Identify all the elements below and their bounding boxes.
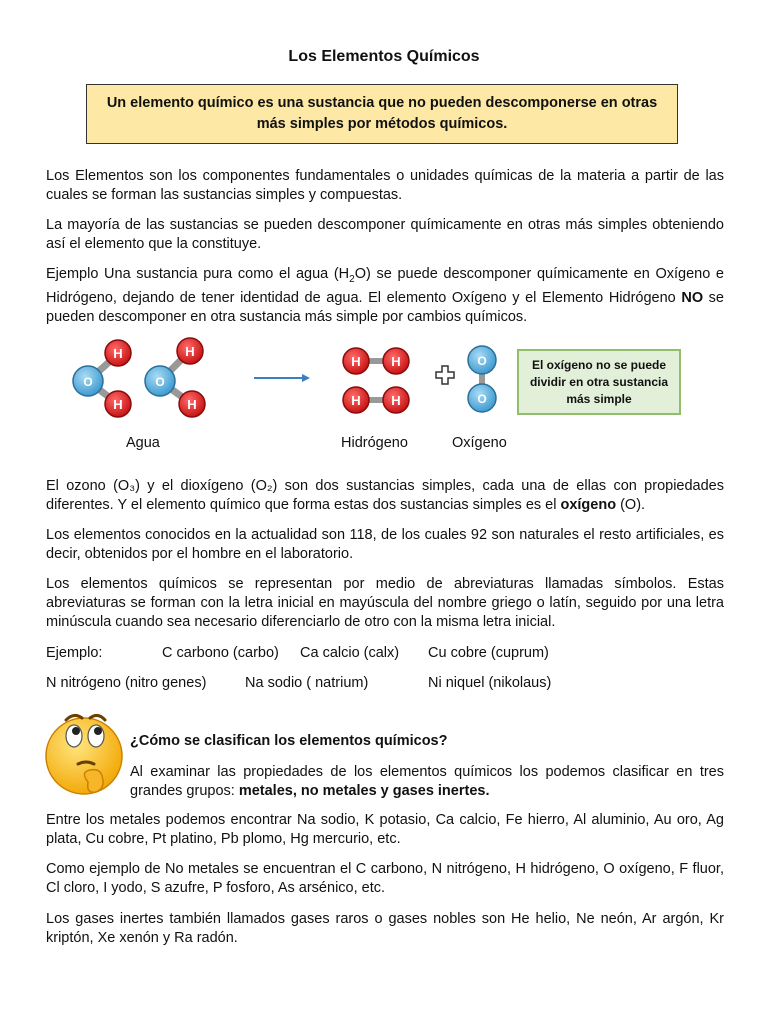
svg-text:O: O [477, 354, 487, 368]
svg-text:H: H [391, 354, 401, 369]
p7-bold: metales, no metales y gases inertes. [238, 783, 490, 799]
svg-text:H: H [187, 397, 197, 412]
svg-text:O: O [477, 392, 487, 406]
paragraph-9: Como ejemplo de No metales se encuentran el C carbono, N nitrógeno, H hidrógeno, O oxígeno, F fluor, Cl cloro, I yodo, S azufre, P fosforo, As arsénico, etc. [46, 861, 724, 896]
paragraph-1: Los Elementos son los componentes fundamentales o unidades químicas de la materia a partir de las cuales se forman las sustancias simples y compuestas. [46, 168, 724, 203]
examples-label: Ejemplo: [46, 645, 103, 661]
paragraph-3 [46, 265, 724, 327]
svg-text:H: H [351, 393, 361, 408]
reaction-arrow [254, 374, 310, 382]
p4-a: El ozono (O₃) y el dioxígeno (O₂) son dos sustancias simples, cada una de ellas con propiedades diferentes. Y el elemento químico que forma estas dos sustancias simples es el [46, 478, 724, 513]
paragraph-2: La mayoría de las sustancias se pueden descomponer químicamente en otras más simples obteniendo así el elemento que la constituye. [46, 217, 724, 252]
example-item: Ni niquel (nikolaus) [428, 675, 552, 691]
p3-a: Ejemplo Una sustancia pura como el agua (H [46, 266, 350, 282]
svg-text:H: H [113, 397, 123, 412]
thinking-emoji-icon [40, 700, 130, 802]
label-oxygen: Oxígeno [452, 435, 507, 451]
definition-box [86, 84, 678, 144]
svg-text:H: H [185, 344, 195, 359]
paragraph-10: Los gases inertes también llamados gases raros o gases nobles son He helio, Ne neón, Ar argón, Kr kriptón, Xe xenón y Ra radón. [46, 911, 724, 946]
svg-text:H: H [391, 393, 401, 408]
example-item: Na sodio ( natrium) [245, 675, 369, 691]
p4-bold: oxígeno [560, 497, 617, 513]
oxygen-note [517, 349, 681, 415]
paragraph-7 [130, 763, 724, 801]
definition-text: Un elemento químico es una sustancia que no pueden descomponerse en otras más simples por métodos químicos. [106, 95, 658, 132]
svg-text:H: H [351, 354, 361, 369]
svg-text:H: H [113, 346, 123, 361]
water-molecule-2 [145, 338, 205, 417]
paragraph-5: Los elementos conocidos en la actualidad son 118, de los cuales 92 son naturales el resto artificiales, es decir, obtenidos por el hombre en el laboratorio. [46, 527, 724, 562]
plus-icon [436, 366, 454, 384]
p3-c: se pueden descomponer en otra sustancia más simple por cambios químicos. [46, 289, 725, 325]
p3-b: O) se puede descomponer químicamente en Oxígeno e Hidrógeno, dejando de tener identidad de agua. El elemento Oxígeno y el Elemento Hidrógeno [46, 266, 724, 306]
p3-sub: 2 [349, 273, 355, 285]
hydrogen-molecules [343, 348, 409, 413]
example-item: Ca calcio (calx) [300, 645, 400, 661]
oxygen-note-text: El oxígeno no se puede dividir en otra sustancia más simple [529, 357, 669, 406]
example-item: Cu cobre (cuprum) [428, 645, 549, 661]
section-question: ¿Cómo se clasifican los elementos químicos? [130, 733, 448, 749]
label-water: Agua [126, 435, 160, 451]
oxygen-molecule [468, 346, 496, 412]
water-molecule-1 [73, 340, 131, 417]
paragraph-6: Los elementos químicos se representan por medio de abreviaturas llamadas símbolos. Estas abreviaturas se forman con la letra inicial en mayúscula del nombre griego o latín, seguido por una letra minúscula cuando sea necesario diferenciarlo de otro con la misma letra inicial. [46, 576, 724, 630]
p4-end: (O). [616, 497, 646, 513]
example-item: N nitrógeno (nitro genes) [46, 675, 207, 691]
page-title: Los Elementos Químicos [288, 48, 480, 65]
paragraph-8: Entre los metales podemos encontrar Na sodio, K potasio, Ca calcio, Fe hierro, Al aluminio, Au oro, Ag plata, Cu cobre, Pt platino, Pb plomo, Hg mercurio, etc. [46, 812, 724, 847]
p3-bold: NO [681, 289, 704, 306]
p7-a: Al examinar las propiedades de los elementos químicos los podemos clasificar en tres grandes grupos: [130, 764, 724, 799]
label-hydrogen: Hidrógeno [341, 435, 408, 451]
svg-text:O: O [83, 375, 93, 389]
paragraph-4 [46, 477, 724, 515]
svg-text:O: O [155, 375, 165, 389]
example-item: C carbono (carbo) [162, 645, 279, 661]
